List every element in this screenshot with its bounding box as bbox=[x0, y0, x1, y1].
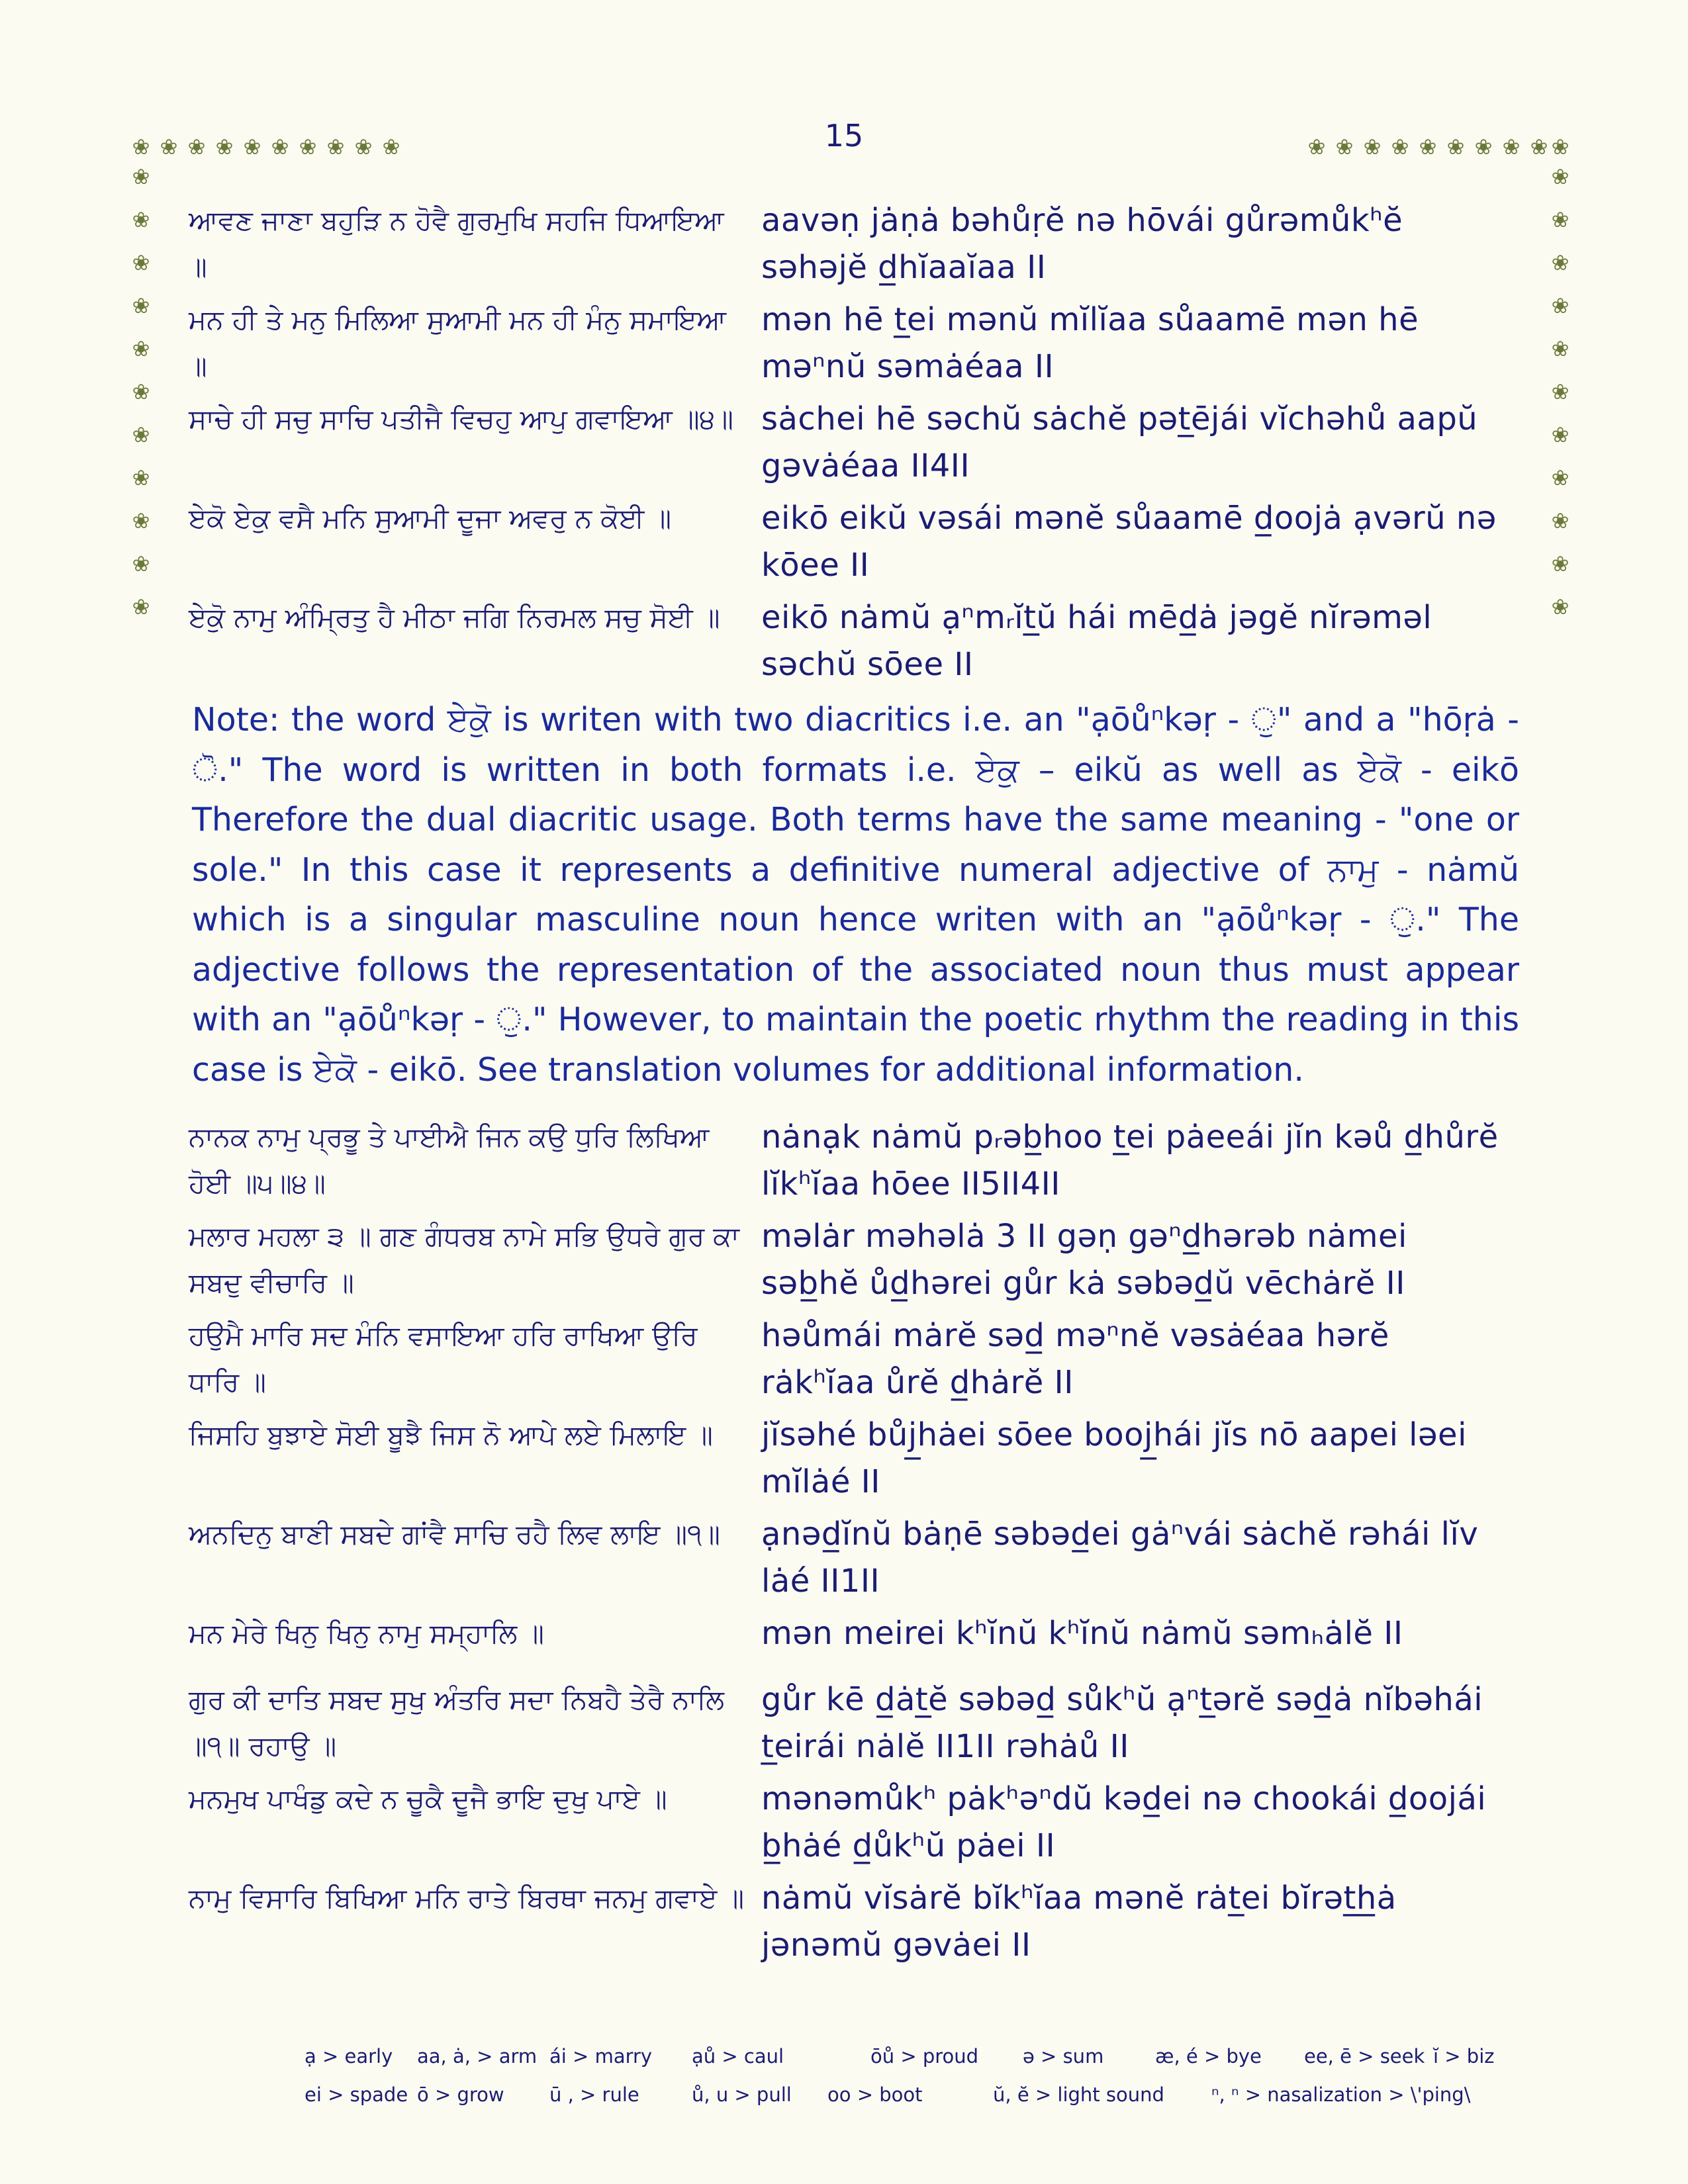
transliteration-text: sȧchei hē səchŭ sȧchĕ pət̲ējái vĭchəhů aapŭ gəvȧéaa II4II bbox=[761, 400, 1478, 484]
flower-ornament-icon: ❀ bbox=[1551, 250, 1570, 275]
flower-ornament-icon: ❀ bbox=[1474, 134, 1493, 159]
transliteration-text: nȧnạk nȧmŭ pᵣəb̲hoo t̲ei pȧeeái jĭn kəů d̲hůrĕ lĭkʰĭaa hōee II5II4II bbox=[761, 1118, 1499, 1203]
legend-item: ů, u > pull bbox=[692, 2083, 792, 2106]
gurmukhi-text: ਏਕੋੁ ਨਾਮੁ ਅੰਮ੍ਰਿਤੁ ਹੈ ਮੀਠਾ ਜਗਿ ਨਿਰਮਲ ਸਚੁ ਸੋਈ ॥ bbox=[189, 602, 720, 633]
verse-row bbox=[189, 1610, 1513, 1657]
gurmukhi-text: ਹਉਮੈ ਮਾਰਿ ਸਦ ਮੰਨਿ ਵਸਾਇਆ ਹਰਿ ਰਾਖਿਆ ਉਰਿ ਧਾਰਿ ॥ bbox=[189, 1320, 698, 1398]
flower-ornament-icon: ❀ bbox=[1551, 379, 1570, 404]
legend-item: ū , > rule bbox=[549, 2083, 639, 2106]
legend-item: ə > sum bbox=[1023, 2045, 1104, 2068]
flower-ornament-icon: ❀ bbox=[1551, 207, 1570, 232]
verse-row bbox=[189, 594, 1513, 688]
gurmukhi-text: ਅਨਦਿਨੁ ਬਾਣੀ ਸਬਦੇ ਗਾਂਵੈ ਸਾਚਿ ਰਹੈ ਲਿਵ ਲਾਇ ॥੧॥ bbox=[189, 1518, 720, 1550]
flower-ornament-icon: ❀ bbox=[382, 134, 400, 159]
verse-row bbox=[189, 197, 1513, 291]
flower-ornament-icon: ❀ bbox=[1307, 134, 1326, 159]
transliteration-text: məlȧr məhəlȧ 3 II gəṇ gəⁿd̲hərəb nȧmei səb̲hĕ ůd̲hərei gůr kȧ səbəd̲ŭ vēchȧrĕ II bbox=[761, 1218, 1407, 1302]
legend-item: ạů > caul bbox=[692, 2045, 784, 2068]
legend-item: ei > spade bbox=[305, 2083, 408, 2106]
verse-row bbox=[189, 1312, 1513, 1406]
gurmukhi-text: ਜਿਸਹਿ ਬੁਝਾਏ ਸੋਈ ਬੂਝੈ ਜਿਸ ਨੋ ਆਪੇ ਲਏ ਮਿਲਾਇ ॥ bbox=[189, 1419, 713, 1451]
flower-ornament-icon: ❀ bbox=[132, 508, 150, 533]
page-number: 15 bbox=[824, 118, 864, 154]
flower-ornament-icon: ❀ bbox=[243, 134, 261, 159]
transliteration-text: nȧmŭ vĭsȧrĕ bĭkʰĭaa mənĕ rȧt̲ei bĭrət̲h̲ȧ jənəmŭ gəvȧei II bbox=[761, 1880, 1397, 1964]
gurmukhi-text: ਗੁਰ ਕੀ ਦਾਤਿ ਸਬਦ ਸੁਖੁ ਅੰਤਰਿ ਸਦਾ ਨਿਬਹੈ ਤੇਰੈ ਨਾਲਿ ॥੧॥ ਰਹਾਉ ॥ bbox=[189, 1684, 725, 1762]
flower-ornament-icon: ❀ bbox=[1551, 164, 1570, 189]
flower-ornament-icon: ❀ bbox=[1446, 134, 1465, 159]
flower-ornament-icon: ❀ bbox=[1551, 293, 1570, 318]
flower-ornament-icon: ❀ bbox=[132, 134, 150, 159]
gurmukhi-text: ਮਨ ਮੇਰੇ ਖਿਨੁ ਖਿਨੁ ਨਾਮੁ ਸਮ੍ਹਾਲਿ ॥ bbox=[189, 1617, 544, 1649]
gurmukhi-text: ਨਾਨਕ ਨਾਮੁ ਪ੍ਰਭੂ ਤੇ ਪਾਈਐ ਜਿਨ ਕਉ ਧੁਰਿ ਲਿਖਿਆ ਹੋਈ ॥੫॥੪॥ bbox=[189, 1121, 710, 1199]
flower-ornament-icon: ❀ bbox=[271, 134, 289, 159]
verse-row bbox=[189, 1676, 1513, 1770]
transliteration-text: gůr kē d̲ȧt̲ĕ səbəd̲ sůkʰŭ ạⁿt̲ərĕ səd̲ȧ nĭbəhái t̲eirái nȧlĕ II1II rəhȧů II bbox=[761, 1681, 1483, 1765]
legend-item: ái > marry bbox=[549, 2045, 653, 2068]
transliteration-text: mən meirei kʰĭnŭ kʰĭnŭ nȧmŭ səmₕȧlĕ II bbox=[761, 1615, 1403, 1652]
flower-ornament-icon: ❀ bbox=[132, 293, 150, 318]
transliteration-text: mənəmůkʰ pȧkʰəⁿdŭ kəd̲ei nə chookái d̲oojái b̲hȧé d̲ůkʰŭ pȧei II bbox=[761, 1780, 1487, 1864]
gurmukhi-text: ਮਲਾਰ ਮਹਲਾ ੩ ॥ ਗਣ ਗੰਧਰਬ ਨਾਮੇ ਸਭਿ ਉਧਰੇ ਗੁਰ ਕਾ ਸਬਦੁ ਵੀਚਾਰਿ ॥ bbox=[189, 1220, 739, 1298]
verse-row bbox=[189, 296, 1513, 390]
transliteration-text: eikō eikŭ vəsái mənĕ sůaamē d̲oojȧ ạvərŭ nə kōee II bbox=[761, 500, 1497, 584]
legend-item: ōů > proud bbox=[870, 2045, 979, 2068]
gurmukhi-text: ਮਨ ਹੀ ਤੇ ਮਨੁ ਮਿਲਿਆ ਸੁਆਮੀ ਮਨ ਹੀ ਮੰਨੁ ਸਮਾਇਆ ॥ bbox=[189, 304, 727, 382]
legend-item: ŭ, ĕ > light sound bbox=[993, 2083, 1164, 2106]
transliteration-text: mən hē t̲ei mənŭ mĭlĭaa sůaamē mən hē məⁿnŭ səmȧéaa II bbox=[761, 301, 1419, 385]
flower-ornament-icon: ❀ bbox=[132, 207, 150, 232]
flower-ornament-icon: ❀ bbox=[1551, 465, 1570, 490]
gurmukhi-text: ਏਕੋ ਏਕੁ ਵਸੈ ਮਨਿ ਸੁਆਮੀ ਦੂਜਾ ਅਵਰੁ ਨ ਕੋਈ ॥ bbox=[189, 502, 672, 534]
verse-row bbox=[189, 1114, 1513, 1208]
flower-ornament-icon: ❀ bbox=[1419, 134, 1437, 159]
flower-ornament-icon: ❀ bbox=[1530, 134, 1548, 159]
verse-row bbox=[189, 1412, 1513, 1506]
flower-ornament-icon: ❀ bbox=[132, 594, 150, 619]
transliteration-text: ạnəd̲ĭnŭ bȧṇē səbəd̲ei gȧⁿvái sȧchĕ rəhái lĭv lȧé II1II bbox=[761, 1516, 1479, 1600]
flower-ornament-icon: ❀ bbox=[132, 336, 150, 361]
flower-ornament-icon: ❀ bbox=[215, 134, 234, 159]
verse-row bbox=[189, 396, 1513, 490]
flower-ornament-icon: ❀ bbox=[1502, 134, 1521, 159]
flower-ornament-icon: ❀ bbox=[1551, 594, 1570, 619]
flower-ornament-icon: ❀ bbox=[1551, 134, 1570, 159]
flower-ornament-icon: ❀ bbox=[187, 134, 206, 159]
flower-ornament-icon: ❀ bbox=[354, 134, 373, 159]
legend-item: ạ > early bbox=[305, 2045, 393, 2068]
verse-row bbox=[189, 1511, 1513, 1605]
legend-item: oo > boot bbox=[827, 2083, 923, 2106]
transliteration-text: həůmái mȧrĕ səd̲ məⁿnĕ vəsȧéaa hərĕ rȧkʰĭaa ůrĕ d̲hȧrĕ II bbox=[761, 1317, 1389, 1401]
gurmukhi-text: ਮਨਮੁਖ ਪਾਖੰਡੁ ਕਦੇ ਨ ਚੂਕੈ ਦੂਜੈ ਭਾਇ ਦੁਖੁ ਪਾਏ ॥ bbox=[189, 1783, 667, 1815]
flower-ornament-icon: ❀ bbox=[1551, 551, 1570, 576]
gurmukhi-text: ਆਵਣ ਜਾਣਾ ਬਹੁੜਿ ਨ ਹੋਵੈ ਗੁਰਮੁਖਿ ਸਹਜਿ ਧਿਆਇਆ ॥ bbox=[189, 205, 724, 283]
verse-row bbox=[189, 1213, 1513, 1307]
gurmukhi-text: ਨਾਮੁ ਵਿਸਾਰਿ ਬਿਖਿਆ ਮਨਿ ਰਾਤੇ ਬਿਰਥਾ ਜਨਮੁ ਗਵਾਏ ॥ bbox=[189, 1882, 745, 1914]
flower-ornament-icon: ❀ bbox=[132, 379, 150, 404]
flower-ornament-icon: ❀ bbox=[1551, 336, 1570, 361]
verse-row bbox=[189, 1776, 1513, 1870]
legend-item: æ, é > bye bbox=[1155, 2045, 1262, 2068]
legend-item: ĭ > biz bbox=[1433, 2045, 1495, 2068]
flower-ornament-icon: ❀ bbox=[1551, 422, 1570, 447]
legend-item: ⁿ, ⁿ > nasalization > \'ping\ bbox=[1211, 2083, 1471, 2106]
flower-ornament-icon: ❀ bbox=[160, 134, 178, 159]
diacritic-note: Note: the word ਏਕੋੁ is writen with two diacritics i.e. an "ạōůⁿkəṛ - ੁ" and a "hōṛȧ - ੋ." The word is written in both formats i.e. ਏਕੁ – eikŭ as well as ਏਕੋ - eikō Therefore the dual diacritic usage. Both terms have the same meaning - "one or sole." In this case it represents a definitive numeral adjective of ਨਾਮੁ - nȧmŭ which is a singular masculine noun hence writen with an "ạōůⁿkəṛ - ੁ." The adjective follows the representation of the associated noun thus must appear with an "ạōůⁿkəṛ - ੁ." However, to maintain the poetic rhythm the reading in this case is ਏਕੋ - eikō. See translation volumes for additional information. bbox=[192, 701, 1519, 1089]
flower-ornament-icon: ❀ bbox=[299, 134, 317, 159]
flower-ornament-icon: ❀ bbox=[326, 134, 345, 159]
flower-ornament-icon: ❀ bbox=[132, 422, 150, 447]
gurmukhi-text: ਸਾਚੇ ਹੀ ਸਚੁ ਸਾਚਿ ਪਤੀਜੈ ਵਿਚਹੁ ਆਪੁ ਗਵਾਇਆ ॥੪॥ bbox=[189, 403, 733, 435]
verse-row bbox=[189, 495, 1513, 589]
legend-item: ee, ē > seek bbox=[1304, 2045, 1425, 2068]
transliteration-text: eikō nȧmŭ ạⁿmᵣĭt̲ŭ hái mēd̲ȧ jəgĕ nĭrəməl səchŭ sōee II bbox=[761, 599, 1432, 683]
flower-ornament-icon: ❀ bbox=[1551, 508, 1570, 533]
flower-ornament-icon: ❀ bbox=[132, 551, 150, 576]
legend-item: aa, ȧ, > arm bbox=[417, 2045, 538, 2068]
verse-row bbox=[189, 1875, 1513, 1969]
transliteration-text: jĭsəhé bůj̲hȧei sōee booj̲hái jĭs nō aapei ləei mĭlȧé II bbox=[761, 1416, 1467, 1500]
flower-ornament-icon: ❀ bbox=[132, 250, 150, 275]
flower-ornament-icon: ❀ bbox=[1391, 134, 1409, 159]
flower-ornament-icon: ❀ bbox=[132, 164, 150, 189]
flower-ornament-icon: ❀ bbox=[1363, 134, 1382, 159]
transliteration-text: aavəṇ jȧṇȧ bəhůṛĕ nə hōvái gůrəmůkʰĕ səhəjĕ d̲hĭaaĭaa II bbox=[761, 202, 1403, 286]
flower-ornament-icon: ❀ bbox=[132, 465, 150, 490]
flower-ornament-icon: ❀ bbox=[1335, 134, 1354, 159]
legend-item: ō > grow bbox=[417, 2083, 504, 2106]
